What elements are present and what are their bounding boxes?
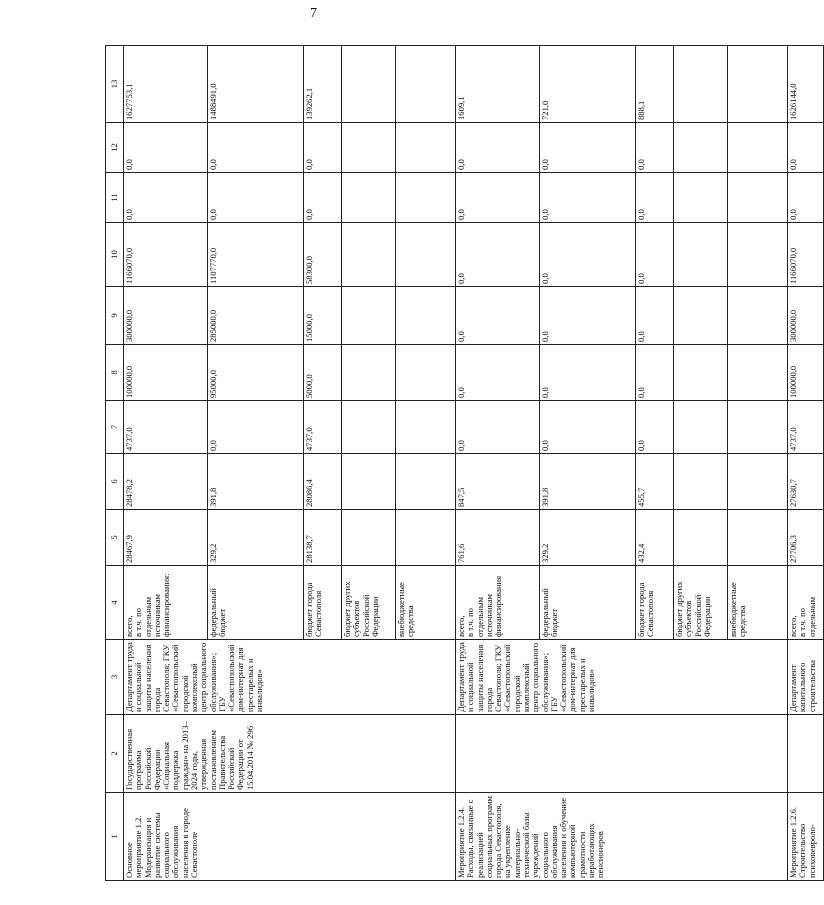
page-number: 7	[310, 6, 317, 21]
table-cell-value	[728, 345, 788, 401]
source-label: бюджет других субъектов Российской Федерации	[674, 581, 712, 637]
column-header: 3	[106, 640, 124, 715]
table-cell-value: 139262,1	[304, 46, 342, 123]
table-cell-value	[728, 287, 788, 345]
table-cell-value: 0,0	[456, 123, 540, 173]
column-header: 12	[106, 123, 124, 173]
table-cell-value	[674, 287, 728, 345]
table-cell-c3: Департамент труда и социальной защиты населения города Севастополя; ГКУ «Севастопольский городской комплексный центр социального обслуживания»; ГБУ «Севастопольский дом-интернат для престарелых и инвалидов»	[456, 640, 788, 715]
table-cell-source	[788, 566, 824, 640]
table-cell-value	[342, 173, 396, 223]
table-cell-value	[396, 454, 456, 510]
table-cell-value	[674, 46, 728, 123]
table-cell-value: 0,0	[456, 223, 540, 287]
column-header: 13	[106, 46, 124, 123]
rotated-table-container	[105, 46, 817, 881]
table-cell-source	[456, 566, 540, 640]
table-cell-c2	[788, 715, 824, 793]
table-cell-value: 888,1	[636, 46, 674, 123]
table-cell-value: 15000,0	[304, 287, 342, 345]
table-cell-value: 329,2	[208, 510, 304, 566]
table-cell-value	[674, 123, 728, 173]
table-cell-value: 27630,7	[788, 454, 824, 510]
table-cell-value: 0,0	[636, 401, 674, 454]
table-cell-value	[728, 223, 788, 287]
table-row	[456, 46, 540, 881]
column-header: 2	[106, 715, 124, 793]
table-cell-value: 0,0	[304, 123, 342, 173]
column-header: 1	[106, 793, 124, 881]
table-header-row	[106, 46, 124, 881]
source-label: бюджет других субъектов Российской Федерации	[342, 581, 380, 637]
table-cell-value	[728, 401, 788, 454]
table-cell-c1: Основное мероприятие 1.2. Модернизация и развитие системы социального обслуживания населения в городе Севастополе	[124, 793, 456, 881]
table-cell-value: 0,0	[304, 173, 342, 223]
table-cell-value: 300000,0	[788, 287, 824, 345]
source-label: всего, в т.ч. по отдельным источникам финансирования:	[124, 573, 172, 637]
table-cell-value	[728, 173, 788, 223]
table-cell-c1: Мероприятие 1.2.6. Строительство психоневроло-	[788, 793, 824, 881]
table-cell-value: 100000,0	[788, 345, 824, 401]
table-cell-c1: Мероприятие 1.2.4. Расходы, связанные с реализацией социальных программ города Севастополя, на укрепление материально-технической базы учреждений социального обслуживания населения и обучение компьютерной грамотности неработающих пенсионеров	[456, 793, 788, 881]
table-cell-value	[342, 401, 396, 454]
table-cell-value: 28467,9	[124, 510, 208, 566]
table-cell-value	[728, 46, 788, 123]
table-cell-value: 4737,0	[788, 401, 824, 454]
table-cell-value: 0,0	[636, 287, 674, 345]
table-cell-source	[342, 566, 396, 640]
table-cell-value	[396, 510, 456, 566]
table-cell-value: 4737,0	[124, 401, 208, 454]
table-cell-value	[396, 173, 456, 223]
table-cell-value: 0,0	[636, 223, 674, 287]
table-cell-value: 1166070,0	[788, 223, 824, 287]
source-label: федеральный бюджет	[208, 588, 228, 637]
table-cell-value	[342, 223, 396, 287]
table-cell-value: 721,0	[540, 46, 636, 123]
table-row	[788, 46, 824, 881]
column-header: 7	[106, 401, 124, 454]
table-cell-value: 1166070,0	[124, 223, 208, 287]
table-cell-value	[396, 287, 456, 345]
table-cell-value	[342, 510, 396, 566]
column-header: 10	[106, 223, 124, 287]
table-cell-value	[674, 345, 728, 401]
table-cell-source	[124, 566, 208, 640]
table-cell-value: 0,0	[208, 401, 304, 454]
table-cell-value: 0,0	[636, 173, 674, 223]
table-cell-value	[342, 123, 396, 173]
table-cell-source	[208, 566, 304, 640]
table-cell-value: 432,4	[636, 510, 674, 566]
table-cell-value: 0,0	[636, 345, 674, 401]
table-cell-value: 0,0	[636, 123, 674, 173]
table-cell-value: 58300,0	[304, 223, 342, 287]
table-cell-value: 0,0	[540, 123, 636, 173]
table-cell-value: 0,0	[124, 123, 208, 173]
table-cell-source	[728, 566, 788, 640]
column-header: 11	[106, 173, 124, 223]
table-cell-source	[636, 566, 674, 640]
table-cell-value	[728, 510, 788, 566]
table-cell-value: 329,2	[540, 510, 636, 566]
table-cell-value: 0,0	[208, 123, 304, 173]
column-header: 6	[106, 454, 124, 510]
table-cell-source	[674, 566, 728, 640]
table-cell-value: 1626144,0	[788, 46, 824, 123]
source-label: всего, в т.ч. по отдельным источникам финансирования	[456, 575, 504, 637]
table-cell-value: 0,0	[124, 173, 208, 223]
table-cell-value: 95000,0	[208, 345, 304, 401]
table-cell-value: 28138,7	[304, 510, 342, 566]
table-cell-value	[396, 345, 456, 401]
table-cell-value	[674, 401, 728, 454]
source-label: внебюджетные средства	[396, 582, 416, 637]
source-label: бюджет города Севастополя	[304, 582, 324, 637]
table-cell-value: 391,8	[540, 454, 636, 510]
table-cell-value	[396, 401, 456, 454]
table-cell-value: 0,0	[788, 123, 824, 173]
table-cell-value	[396, 46, 456, 123]
table-cell-c2: Государственная программа Российской Федерации «Социальная поддержка граждан» на 2013–2024 годы, утвержденная постановлением Правительства Российской Федерации от 15.04.2014 № 296	[124, 715, 456, 793]
table-cell-value	[342, 345, 396, 401]
table-cell-value: 847,5	[456, 454, 540, 510]
table-cell-value	[674, 454, 728, 510]
table-cell-value: 300000,0	[124, 287, 208, 345]
table-cell-value	[342, 46, 396, 123]
table-cell-value: 0,0	[208, 173, 304, 223]
column-header: 9	[106, 287, 124, 345]
table-cell-value: 0,0	[540, 345, 636, 401]
table-cell-value: 0,0	[540, 401, 636, 454]
table-cell-value: 455,7	[636, 454, 674, 510]
table-cell-value: 4737,0	[304, 401, 342, 454]
table-cell-value: 1107770,0	[208, 223, 304, 287]
table-cell-source	[540, 566, 636, 640]
table-cell-value: 1627753,1	[124, 46, 208, 123]
table-cell-value: 5000,0	[304, 345, 342, 401]
table-cell-value	[674, 173, 728, 223]
table-cell-value: 0,0	[456, 173, 540, 223]
table-cell-value: 391,8	[208, 454, 304, 510]
table-cell-value: 0,0	[456, 345, 540, 401]
table-cell-value: 0,0	[540, 287, 636, 345]
table-body	[124, 46, 824, 881]
source-label: внебюджетные средства	[728, 582, 748, 637]
table-cell-value	[674, 223, 728, 287]
source-label: федеральный бюджет	[540, 588, 560, 637]
table-cell-value	[728, 123, 788, 173]
table-cell-value: 0,0	[788, 173, 824, 223]
table-cell-value	[342, 287, 396, 345]
table-cell-value: 100000,0	[124, 345, 208, 401]
table-cell-value: 28478,2	[124, 454, 208, 510]
table-cell-source	[304, 566, 342, 640]
table-cell-c3: Департамент капитального строительства	[788, 640, 824, 715]
table-cell-value	[342, 454, 396, 510]
table-cell-c3: Департамент труда и социальной защиты населения города Севастополя; ГКУ «Севастопольский городской комплексный центр социального обслуживания»; ГБУ «Севастопольский дом-интернат для престарелых и инвалидов»	[124, 640, 456, 715]
table-cell-c2	[456, 715, 788, 793]
table-cell-value: 0,0	[540, 173, 636, 223]
table-row	[124, 46, 208, 881]
table-cell-value	[674, 510, 728, 566]
table-cell-value: 285000,0	[208, 287, 304, 345]
table-cell-value: 761,6	[456, 510, 540, 566]
source-label: всего, в т.ч. по отдельным	[788, 596, 817, 637]
column-header: 4	[106, 566, 124, 640]
column-header: 8	[106, 345, 124, 401]
table-cell-value: 0,0	[540, 223, 636, 287]
table-cell-value	[396, 223, 456, 287]
source-label: бюджет города Севастополя	[636, 582, 656, 637]
table-cell-value: 28086,4	[304, 454, 342, 510]
table-cell-value: 0,0	[456, 287, 540, 345]
table-cell-value	[396, 123, 456, 173]
table-cell-value: 1609,1	[456, 46, 540, 123]
table-cell-value: 27706,3	[788, 510, 824, 566]
table-cell-source	[396, 566, 456, 640]
table-cell-value	[728, 454, 788, 510]
table-cell-value: 1488491,0	[208, 46, 304, 123]
budget-table	[105, 45, 824, 881]
column-header: 5	[106, 510, 124, 566]
table-cell-value: 0,0	[456, 401, 540, 454]
